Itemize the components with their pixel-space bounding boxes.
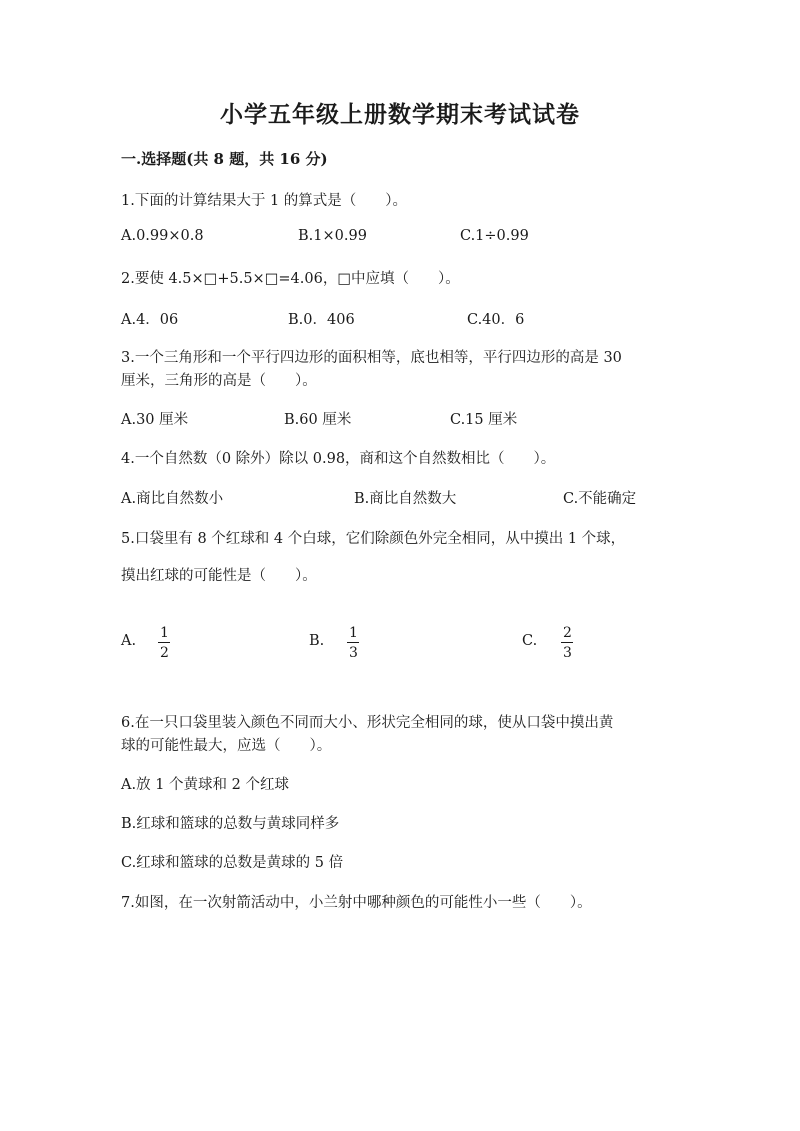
question-3-option-c: C.15 厘米 — [450, 412, 518, 428]
fraction-numerator: 1 — [349, 625, 358, 641]
fraction-numerator: 1 — [160, 625, 169, 641]
question-1-stem: 1.下面的计算结果大于 1 的算式是（ ）。 — [121, 193, 408, 209]
question-6-option-a: A.放 1 个黄球和 2 个红球 — [121, 777, 289, 793]
question-1-option-a: A.0.99×0.8 — [121, 228, 204, 244]
question-4-option-a: A.商比自然数小 — [121, 491, 224, 507]
question-6-option-b: B.红球和篮球的总数与黄球同样多 — [121, 816, 340, 832]
question-6-stem-line-2: 球的可能性最大，应选（ ）。 — [121, 738, 332, 754]
question-5-option-b-fraction — [347, 626, 360, 660]
question-3-option-b: B.60 厘米 — [284, 412, 352, 428]
section-heading: 一.选择题(共 8 题，共 16 分) — [121, 150, 328, 168]
question-2-option-a: A.4．06 — [121, 312, 179, 328]
question-2-option-c: C.40．6 — [467, 312, 525, 328]
question-1-option-b: B.1×0.99 — [298, 228, 367, 244]
question-3-stem-line-1: 3.一个三角形和一个平行四边形的面积相等，底也相等，平行四边形的高是 30 — [121, 350, 622, 366]
question-1-option-c: C.1÷0.99 — [460, 228, 529, 244]
question-7-stem: 7.如图，在一次射箭活动中，小兰射中哪种颜色的可能性小一些（ ）。 — [121, 895, 592, 911]
fraction-denominator: 2 — [160, 645, 169, 661]
question-6-stem-line-1: 6.在一只口袋里装入颜色不同而大小、形状完全相同的球，使从口袋中摸出黄 — [121, 715, 614, 731]
question-5-option-a-label: A. — [121, 633, 137, 649]
question-4-option-c: C.不能确定 — [563, 491, 637, 507]
fraction-numerator: 2 — [563, 625, 572, 641]
question-5-option-b-label: B. — [309, 633, 325, 649]
question-2-option-b: B.0．406 — [288, 312, 355, 328]
question-4-option-b: B.商比自然数大 — [354, 491, 457, 507]
question-5-stem-line-2: 摸出红球的可能性是（ ）。 — [121, 568, 317, 584]
question-5-option-a-fraction — [158, 626, 171, 660]
question-2-stem: 2.要使 4.5×□+5.5×□=4.06，□中应填（ ）。 — [121, 271, 460, 287]
question-3-stem-line-2: 厘米，三角形的高是（ ）。 — [121, 373, 317, 389]
question-6-option-c: C.红球和篮球的总数是黄球的 5 倍 — [121, 855, 344, 871]
fraction-denominator: 3 — [349, 645, 358, 661]
question-5-stem-line-1: 5.口袋里有 8 个红球和 4 个白球，它们除颜色外完全相同，从中摸出 1 个球， — [121, 531, 626, 547]
question-5-option-c-fraction — [561, 626, 574, 660]
question-4-stem: 4.一个自然数（0 除外）除以 0.98，商和这个自然数相比（ ）。 — [121, 451, 556, 467]
page-title: 小学五年级上册数学期末考试试卷 — [220, 101, 580, 128]
question-3-option-a: A.30 厘米 — [121, 412, 189, 428]
fraction-denominator: 3 — [563, 645, 572, 661]
question-5-option-c-label: C. — [522, 633, 538, 649]
